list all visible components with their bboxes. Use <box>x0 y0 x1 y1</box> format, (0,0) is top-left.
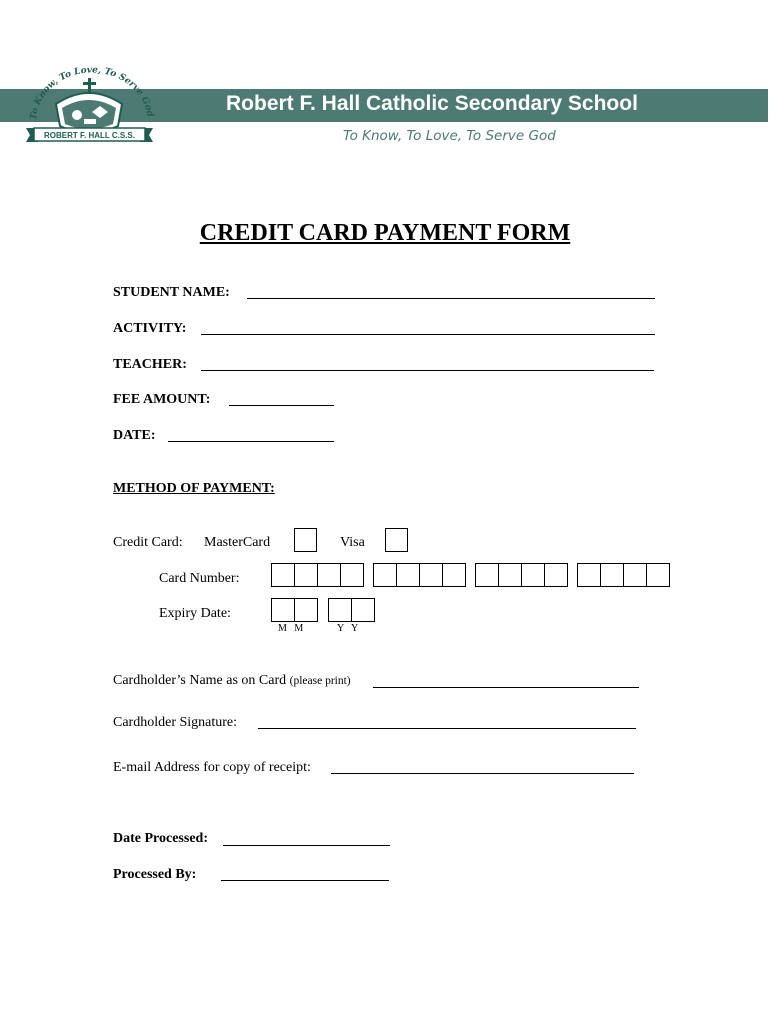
visa-label: Visa <box>340 535 365 550</box>
card-digit-box[interactable] <box>442 563 466 587</box>
credit-card-label: Credit Card: <box>113 535 183 550</box>
cardholder-signature-field[interactable] <box>258 728 636 729</box>
card-digit-box[interactable] <box>544 563 568 587</box>
card-digit-box[interactable] <box>419 563 443 587</box>
expiry-month-caption: M M <box>278 623 304 634</box>
mastercard-label: MasterCard <box>204 535 271 550</box>
cardholder-name-note: (please print) <box>289 675 351 687</box>
card-digit-box[interactable] <box>498 563 522 587</box>
card-digit-box[interactable] <box>317 563 341 587</box>
card-digit-box[interactable] <box>623 563 647 587</box>
expiry-year-box[interactable] <box>351 598 375 622</box>
teacher-label: TEACHER: <box>113 357 187 372</box>
card-digit-box[interactable] <box>600 563 624 587</box>
card-digit-box[interactable] <box>271 563 295 587</box>
cardholder-signature-label: Cardholder Signature: <box>113 715 238 730</box>
student-name-field[interactable] <box>247 298 655 299</box>
card-digit-box[interactable] <box>373 563 397 587</box>
card-digit-box[interactable] <box>577 563 601 587</box>
logo-arc-text: To Know, To Love, To Serve God <box>28 65 155 121</box>
expiry-year-caption: Y Y <box>337 623 359 634</box>
fee-amount-field[interactable] <box>229 405 334 406</box>
activity-label: ACTIVITY: <box>113 321 187 336</box>
card-digit-box[interactable] <box>294 563 318 587</box>
expiry-month-box[interactable] <box>271 598 295 622</box>
mastercard-checkbox[interactable] <box>294 528 317 552</box>
cardholder-name-label-text: Cardholder’s Name as on Card <box>113 673 287 688</box>
fee-amount-label: FEE AMOUNT: <box>113 392 211 407</box>
card-digit-box[interactable] <box>475 563 499 587</box>
teacher-field[interactable] <box>201 370 654 371</box>
date-label: DATE: <box>113 428 156 443</box>
card-digit-box[interactable] <box>521 563 545 587</box>
email-label: E-mail Address for copy of receipt: <box>113 760 311 775</box>
processed-by-field[interactable] <box>221 880 389 881</box>
cardholder-name-label <box>113 673 351 689</box>
date-field[interactable] <box>168 441 334 442</box>
school-crest-logo <box>22 64 157 154</box>
cardholder-name-field[interactable] <box>373 687 639 688</box>
email-field[interactable] <box>331 773 634 774</box>
logo-banner-text: ROBERT F. HALL C.S.S. <box>44 131 135 140</box>
activity-field[interactable] <box>201 334 655 335</box>
card-number-label: Card Number: <box>159 571 240 586</box>
school-name: Robert F. Hall Catholic Secondary School <box>226 92 638 115</box>
expiry-year-box[interactable] <box>328 598 352 622</box>
method-of-payment-heading: METHOD OF PAYMENT: <box>113 481 275 496</box>
processed-by-label: Processed By: <box>113 867 197 882</box>
date-processed-label: Date Processed: <box>113 831 208 846</box>
card-digit-box[interactable] <box>340 563 364 587</box>
date-processed-field[interactable] <box>223 845 390 846</box>
expiry-date-label: Expiry Date: <box>159 606 231 621</box>
card-digit-box[interactable] <box>646 563 670 587</box>
form-title: CREDIT CARD PAYMENT FORM <box>199 220 571 246</box>
card-digit-box[interactable] <box>396 563 420 587</box>
expiry-month-box[interactable] <box>294 598 318 622</box>
student-name-label: STUDENT NAME: <box>113 285 230 300</box>
school-motto: To Know, To Love, To Serve God <box>343 128 556 144</box>
visa-checkbox[interactable] <box>385 528 408 552</box>
